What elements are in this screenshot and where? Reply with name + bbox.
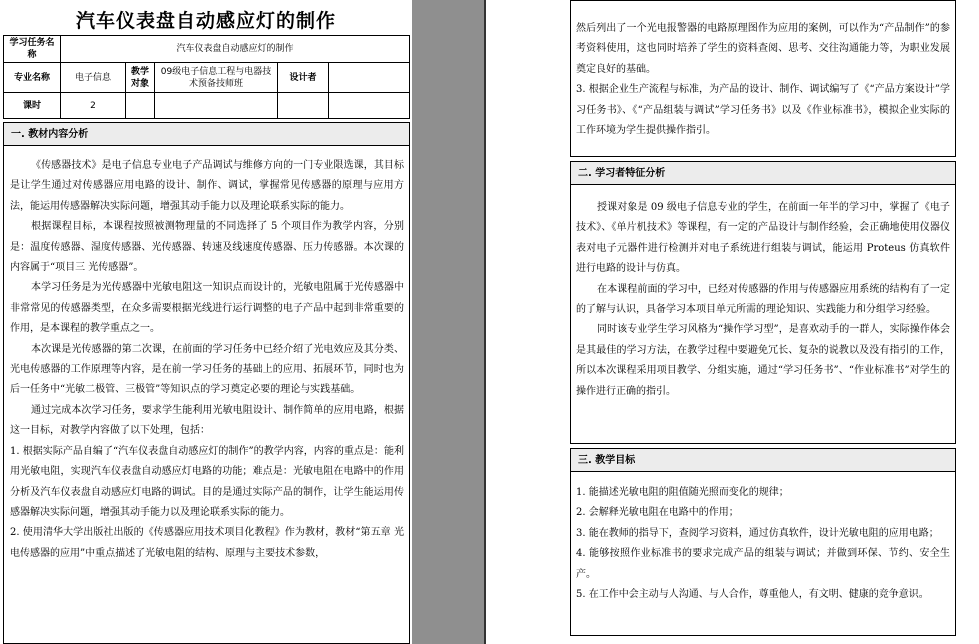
continuation-text — [576, 19, 950, 141]
paragraph: 本学习任务是为光传感器中光敏电阻这一知识点而设计的，光敏电阻属于光传感器中非常常见的传感器类型，在众多需要根据光线进行运行调整的电子产品中起到非常重要的作用，是本课程的教学重点之一。 — [10, 282, 404, 335]
hours-value: 2 — [61, 93, 126, 119]
paragraph: 3. 根据企业生产流程与标准，为产品的设计、制作、调试编写了《“产品方案设计”学习任务书》、《“产品组装与调试”学习任务书》以及《作业标准书》，模拟企业实际的工作环境为学生提供操作指引。 — [576, 84, 950, 137]
goal-item: 2. 会解释光敏电阻在电路中的作用； — [576, 507, 739, 519]
designer-label: 设计者 — [278, 63, 329, 93]
right-page — [486, 0, 979, 644]
hours-label: 课时 — [4, 93, 61, 119]
major-label: 专业名称 — [4, 63, 61, 93]
target-label: 教学对象 — [126, 63, 155, 93]
section-heading-teaching-goals: 三. 教学目标 — [570, 448, 956, 472]
paragraph: 《传感器技术》是电子信息专业电子产品调试与维修方向的一门专业限选课，其目标是让学生通过对传感器应用电路的设计、制作、调试，掌握常见传感器的原理与应用方法，能运用传感器解决实际问题，增强其动手能力以及理论联系实际的能力。 — [10, 160, 404, 212]
empty-cell — [155, 93, 278, 119]
content-analysis-text — [10, 156, 404, 564]
major-value: 电子信息 — [61, 63, 126, 93]
paragraph: 1. 根据实际产品自编了“汽车仪表盘自动感应灯的制作”的教学内容，内容的重点是：能利用光敏电阻，实现汽车仪表盘自动感应灯电路的功能；难点是：光敏电阻在电路中的作用分析及汽车仪表盘自动感应灯电路的调试。目的是通过实际产品的制作，让学生能运用传感器解决实际问题，增强其动手能力以及理论联系实际的能力。 — [10, 445, 404, 518]
empty-cell — [126, 93, 155, 119]
paragraph: 本次课是光传感器的第二次课，在前面的学习任务中已经介绍了光电效应及其分类、光电传感器的工作原理等内容，是在前一学习任务的基础上的应用、拓展环节，同时也为后一任务中“光敏二极管、三极管”等知识点的学习奠定必要的理论与实践基础。 — [10, 343, 404, 396]
target-value: 09级电子信息工程与电器技术预备技师班 — [155, 63, 278, 93]
teaching-goals-list — [576, 483, 950, 605]
empty-cell — [329, 93, 410, 119]
goal-item: 4. 能够按照作业标准书的要求完成产品的组装与调试；并做到环保、节约、安全生产。 — [576, 548, 950, 580]
paragraph: 在本课程前面的学习中，已经对传感器的作用与传感器应用系统的结构有了一定的了解与认识，具备学习本项目单元所需的理论知识、实践能力和分组学习经验。 — [576, 283, 950, 316]
task-name-value: 汽车仪表盘自动感应灯的制作 — [61, 36, 410, 63]
section-heading-learner-analysis: 二. 学习者特征分析 — [570, 161, 956, 185]
goal-item: 1. 能描述光敏电阻的阻值随光照而变化的规律； — [576, 487, 789, 498]
goal-item: 5. 在工作中会主动与人沟通、与人合作，尊重他人，有文明、健康的竞争意识。 — [576, 589, 929, 601]
paragraph: 通过完成本次学习任务，要求学生能利用光敏电阻设计、制作简单的应用电路，根据这一目标，对教学内容做了以下处理，包括： — [10, 404, 404, 437]
meta-table — [3, 35, 410, 119]
document-title: 汽车仪表盘自动感应灯的制作 — [75, 10, 336, 32]
paragraph: 然后列出了一个光电报警器的电路原理图作为应用的案例，可以作为“产品制作”的参考资料使用，这也同时培养了学生的资料查阅、思考、交往沟通能力等，为职业发展奠定良好的基础。 — [576, 23, 950, 75]
empty-cell — [278, 93, 329, 119]
paragraph: 根据课程目标，本课程按照被测物理量的不同选择了 5 个项目作为教学内容，分别是：温度传感器、湿度传感器、光传感器、转速及线速度传感器、压力传感器。本次课的内容属于“项目三 光传感器”。 — [10, 221, 404, 274]
paragraph: 2. 使用清华大学出版社出版的《传感器应用技术项目化教程》作为教材，教材“第五章 光电传感器的应用”中重点描述了光敏电阻的结构、原理与主要技术参数， — [10, 527, 404, 559]
task-name-label: 学习任务名称 — [4, 36, 61, 63]
section-heading-content-analysis: 一. 教材内容分析 — [3, 122, 410, 146]
learner-analysis-text — [576, 198, 950, 402]
paragraph: 同时该专业学生学习风格为“操作学习型”，是喜欢动手的一群人，实际操作体会是其最佳的学习方法，在教学过程中要避免冗长、复杂的说教以及没有指引的工作，所以本次课程采用项目教学、分组实施，通过“学习任务书”、“作业标准书”对学生的操作进行正确的指引。 — [576, 324, 950, 397]
designer-value — [329, 63, 410, 93]
goal-item: 3. 能在教师的指导下，查阅学习资料，通过仿真软件，设计光敏电阻的应用电路； — [576, 527, 939, 539]
page-gutter — [412, 0, 486, 644]
left-page — [0, 0, 412, 644]
paragraph: 授课对象是 09 级电子信息专业的学生，在前面一年半的学习中，掌握了《电子技术》、《单片机技术》等课程，有一定的产品设计与制作经验，会正确地使用仪器仪表对电子元器件进行检测并对电子系统进行组装与调试，能运用 Proteus 仿真软件进行电路的设计与仿真。 — [576, 202, 950, 275]
